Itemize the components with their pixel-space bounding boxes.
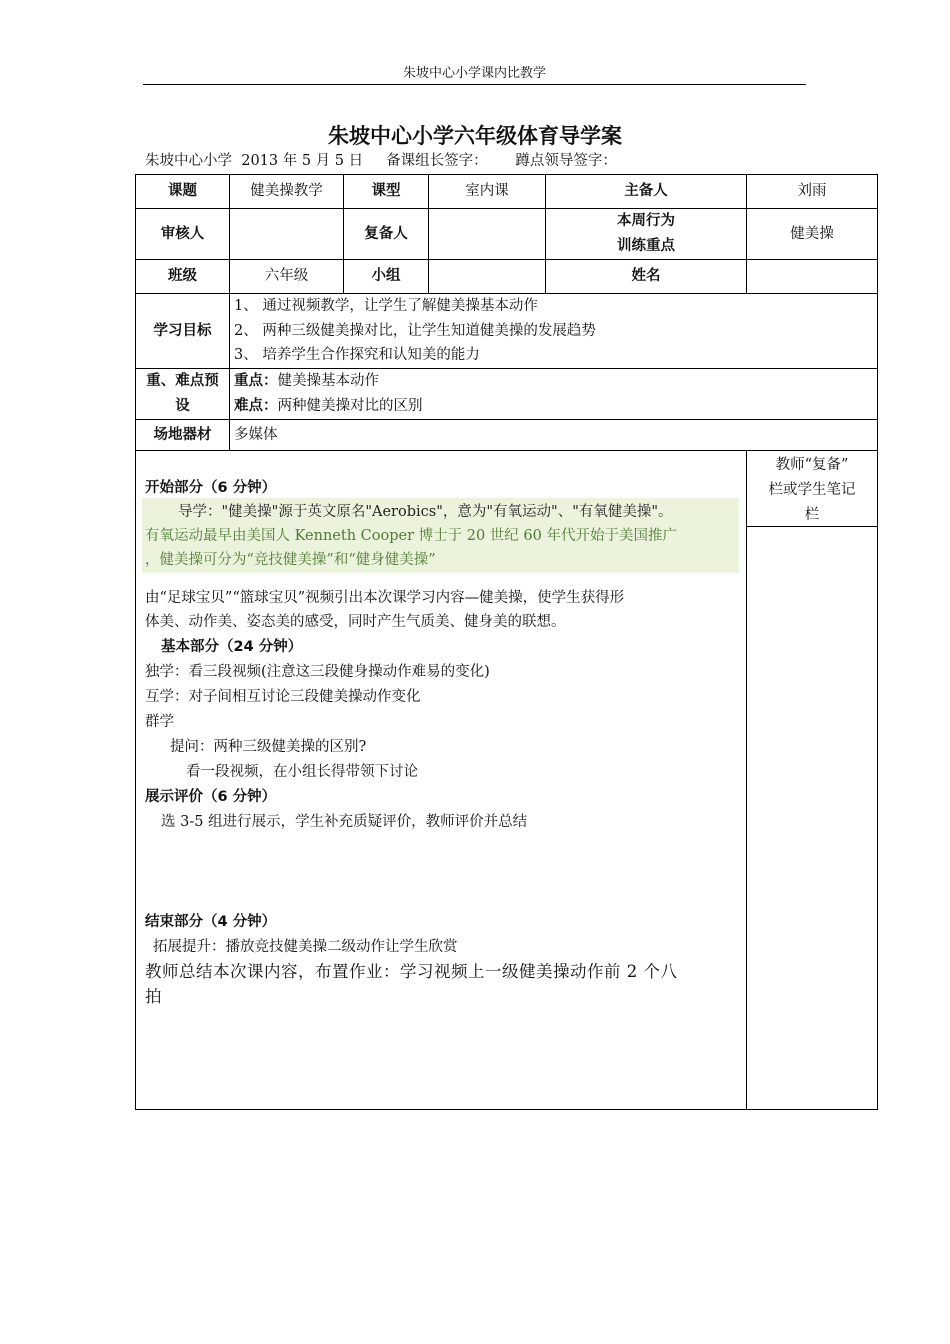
co-preparer-label: 复备人 bbox=[344, 209, 429, 260]
lesson-plan-table bbox=[135, 174, 878, 1110]
hard-point-line bbox=[234, 394, 877, 419]
document-title: 朱坡中心小学六年级体育导学案 bbox=[328, 124, 622, 148]
key-point-value: 健美操基本动作 bbox=[277, 373, 379, 389]
hard-point-value: 两种健美操对比的区别 bbox=[277, 398, 423, 414]
meta-line bbox=[145, 151, 617, 171]
hard-point-label: 难点： bbox=[234, 398, 278, 414]
notes-column-header bbox=[747, 451, 877, 527]
goals-label: 学习目标 bbox=[136, 294, 230, 369]
name-label: 姓名 bbox=[546, 260, 747, 294]
notes-column bbox=[747, 451, 878, 1110]
key-points-label bbox=[136, 369, 230, 420]
weekly-focus-label bbox=[546, 209, 747, 260]
type-label: 课型 bbox=[344, 175, 429, 209]
notes-header-line: 栏或学生笔记 bbox=[768, 482, 856, 498]
goal-item: 3、 培养学生合作探究和认知美的能力 bbox=[234, 347, 480, 364]
question-line: 提问：两种三级健美操的区别? bbox=[170, 739, 367, 755]
key-point-label: 重点： bbox=[234, 373, 278, 389]
weekly-focus-value: 健美操 bbox=[747, 209, 878, 260]
intro-line: 导学："健美操"源于英文原名"Aerobics"，意为"有氧运动"、"有氧健美操"。 bbox=[178, 504, 673, 520]
intro-line: 有氧运动最早由美国人 Kenneth Cooper 博士于 20 世纪 60 年代开始于美国推广 bbox=[145, 528, 677, 544]
mutual-study-line: 互学：对子间相互讨论三段健美操动作变化 bbox=[145, 689, 421, 705]
type-value: 室内课 bbox=[429, 175, 546, 209]
goals-list bbox=[230, 294, 878, 369]
intro-line: ，健美操可分为“竞技健美操”和“健身健美操” bbox=[145, 552, 436, 568]
page-header: 朱坡中心小学课内比教学 bbox=[143, 66, 806, 85]
notes-header-line: 教师“复备” bbox=[775, 457, 849, 473]
start-section-heading: 开始部分（6 分钟） bbox=[145, 480, 277, 496]
leader-sign: 蹲点领导签字： bbox=[515, 153, 617, 169]
weekly-focus-label-line1: 本周行为 bbox=[617, 213, 675, 229]
video-intro-line: 体美、动作美、姿态美的感受，同时产生气质美、健身美的联想。 bbox=[145, 614, 566, 630]
notes-header-line: 栏 bbox=[804, 507, 820, 523]
class-value: 六年级 bbox=[230, 260, 344, 294]
school-name: 朱坡中心小学 bbox=[145, 153, 232, 169]
topic-value: 健美操教学 bbox=[230, 175, 344, 209]
weekly-focus-label-line2: 训练重点 bbox=[617, 238, 675, 254]
key-point-line bbox=[234, 369, 877, 394]
group-label: 小组 bbox=[344, 260, 429, 294]
watch-video-line: 看一段视频，在小组长得带领下讨论 bbox=[186, 764, 418, 780]
equipment-value: 多媒体 bbox=[230, 420, 878, 451]
solo-study-line: 独学：看三段视频(注意这三段健身操动作难易的变化) bbox=[145, 664, 490, 680]
group-value bbox=[429, 260, 546, 294]
reviewer-label: 审核人 bbox=[136, 209, 230, 260]
lead-label: 主备人 bbox=[546, 175, 747, 209]
lesson-date: 2013 年 5 月 5 日 bbox=[241, 153, 364, 169]
topic-label: 课题 bbox=[136, 175, 230, 209]
summary-line: 教师总结本次课内容，布置作业：学习视频上一级健美操动作前 2 个八 bbox=[145, 962, 678, 981]
show-section-heading: 展示评价（6 分钟） bbox=[145, 789, 277, 805]
key-points-label-line1: 重、难点预 bbox=[146, 373, 219, 389]
summary-line: 拍 bbox=[145, 987, 162, 1006]
group-leader-sign: 备课组长签字： bbox=[386, 153, 488, 169]
key-points-content bbox=[230, 369, 878, 420]
co-preparer-value bbox=[429, 209, 546, 260]
end-section-heading: 结束部分（4 分钟） bbox=[145, 914, 277, 930]
equipment-label: 场地器材 bbox=[136, 420, 230, 451]
extend-line: 拓展提升：播放竞技健美操二级动作让学生欣赏 bbox=[153, 939, 458, 955]
lead-value: 刘雨 bbox=[747, 175, 878, 209]
group-study-line: 群学 bbox=[145, 714, 174, 730]
video-intro-line: 由“足球宝贝”“篮球宝贝”视频引出本次课学习内容—健美操，使学生获得形 bbox=[145, 590, 625, 606]
key-points-label-line2: 设 bbox=[175, 398, 190, 414]
reviewer-value bbox=[230, 209, 344, 260]
class-label: 班级 bbox=[136, 260, 230, 294]
name-value bbox=[747, 260, 878, 294]
goal-item: 1、 通过视频教学，让学生了解健美操基本动作 bbox=[234, 298, 538, 315]
goal-item: 2、 两种三级健美操对比，让学生知道健美操的发展趋势 bbox=[234, 322, 596, 339]
show-line: 选 3-5 组进行展示，学生补充质疑评价，教师评价并总结 bbox=[161, 814, 528, 830]
lesson-content bbox=[136, 451, 747, 1110]
basic-section-heading: 基本部分（24 分钟） bbox=[161, 639, 303, 655]
